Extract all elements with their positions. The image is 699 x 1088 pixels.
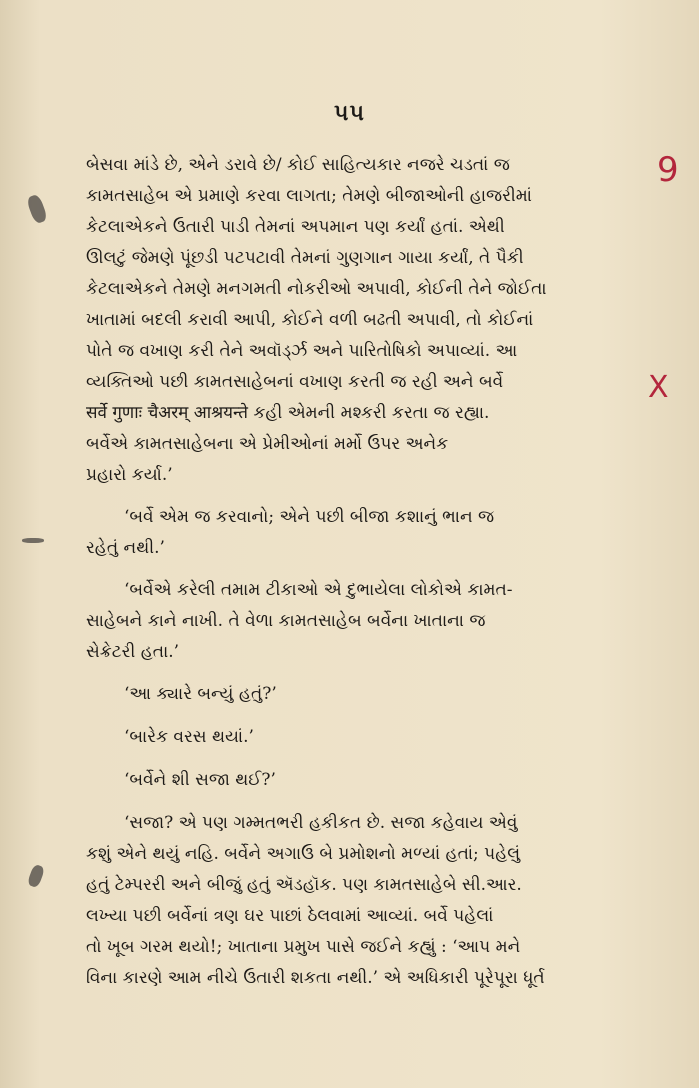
- text-line: કેટલાએકને તેમણે મનગમતી નોકરીઓ અપાવી, કોઈની તેને જોઈતા: [86, 279, 547, 299]
- text-line: બેસવા માંડે છે, એને ડરાવે છે/ કોઈ સાહિત્યકાર નજરે ચડતાં જ: [86, 155, 510, 175]
- ink-blot: [26, 193, 49, 224]
- text-line: ‘સજા? એ પણ ગમ્મતભરી હકીકત છે. સજા કહેવાય એવું: [124, 813, 518, 833]
- text-line: ખાતામાં બદલી કરાવી આપી, કોઈને વળી બઢતી અપાવી, તો કોઈનાં: [86, 310, 534, 330]
- ink-blot: [22, 538, 44, 543]
- text-line: કેટલાએકને ઉતારી પાડી તેમનાં અપમાન પણ કર્યાં હતાં. એથી: [86, 217, 505, 237]
- paragraph-4: [86, 808, 646, 994]
- dialogue-line: ‘બારેક વરસ થયાં.’: [124, 727, 254, 747]
- text-line: બર્વેએ કામતસાહેબના એ પ્રેમીઓનાં મર્મો ઉપર અનેક: [86, 434, 449, 454]
- text-line: લખ્યા પછી બર્વેનાં ત્રણ ઘર પાછાં ઠેલવામાં આવ્યાં. બર્વે પહેલાં: [86, 906, 494, 926]
- dialogue-line: ‘આ ક્યારે બન્યું હતું?’: [124, 684, 277, 704]
- margin-handwritten-nine: 9: [657, 150, 679, 190]
- paragraph-3: [86, 575, 646, 668]
- text-line: હતું ટેમ્પરરી અને બીજું હતું ઍડહૉક. પણ કામતસાહેબે સી.આર.: [86, 875, 522, 895]
- dialogue-line: ‘બર્વેને શી સજા થઈ?’: [124, 770, 276, 790]
- text-line: ‘બર્વેએ કરેલી તમામ ટીકાઓ એ દુભાયેલા લોકોએ કામત-: [124, 580, 513, 600]
- text-line: રહેતું નથી.’: [86, 538, 165, 558]
- text-line: પોતે જ વખાણ કરી તેને અવૉર્ડ્ઝ અને પારિતોષિકો અપાવ્યાં. આ: [86, 341, 518, 361]
- text-line: વિના કારણે આમ નીચે ઉતારી શકતા નથી.’ એ અધિકારી પૂરેપૂરા ધૂર્ત: [86, 968, 545, 988]
- text-line: તો ખૂબ ગરમ થયો!; ખાતાના પ્રમુખ પાસે જઈને કહ્યું : ‘આપ મને: [86, 937, 521, 957]
- paragraph-2: [86, 502, 646, 564]
- ink-blot: [27, 864, 46, 889]
- body-text: [86, 150, 646, 1005]
- text-line: પ્રહારો કર્યા.’: [86, 465, 173, 485]
- margin-handwritten-cross: X: [648, 370, 669, 405]
- text-line: કામતસાહેબ એ પ્રમાણે કરવા લાગતા; તેમણે બીજાઓની હાજરીમાં: [86, 186, 532, 206]
- text-line: ઊલટું જેમણે પૂંછડી પટપટાવી તેમનાં ગુણગાન ગાયા કર્યાં, તે પૈકી: [86, 248, 524, 268]
- text-line: કશું એને થયું નહિ. બર્વેને અગાઉ બે પ્રમોશનો મળ્યાં હતાં; પહેલું: [86, 844, 521, 864]
- text-line: सर्वे गुणाः चैअरम् आश्रयन्ते કહી એમની મશ્કરી કરતા જ રહ્યા.: [86, 403, 490, 423]
- text-line: વ્યક્તિઓ પછી કામતસાહેબનાં વખાણ કરતી જ રહી અને બર્વે: [86, 372, 504, 392]
- text-line: ‘બર્વે એમ જ કરવાનો; એને પછી બીજા કશાનું ભાન જ: [124, 507, 495, 527]
- paragraph-1: [86, 150, 646, 491]
- text-line: સાહેબને કાને નાખી. તે વેળા કામતસાહેબ બર્વેના ખાતાના જ: [86, 611, 486, 631]
- page-number: ૫૫: [334, 100, 365, 126]
- text-line: સેક્રેટરી હતા.’: [86, 642, 180, 662]
